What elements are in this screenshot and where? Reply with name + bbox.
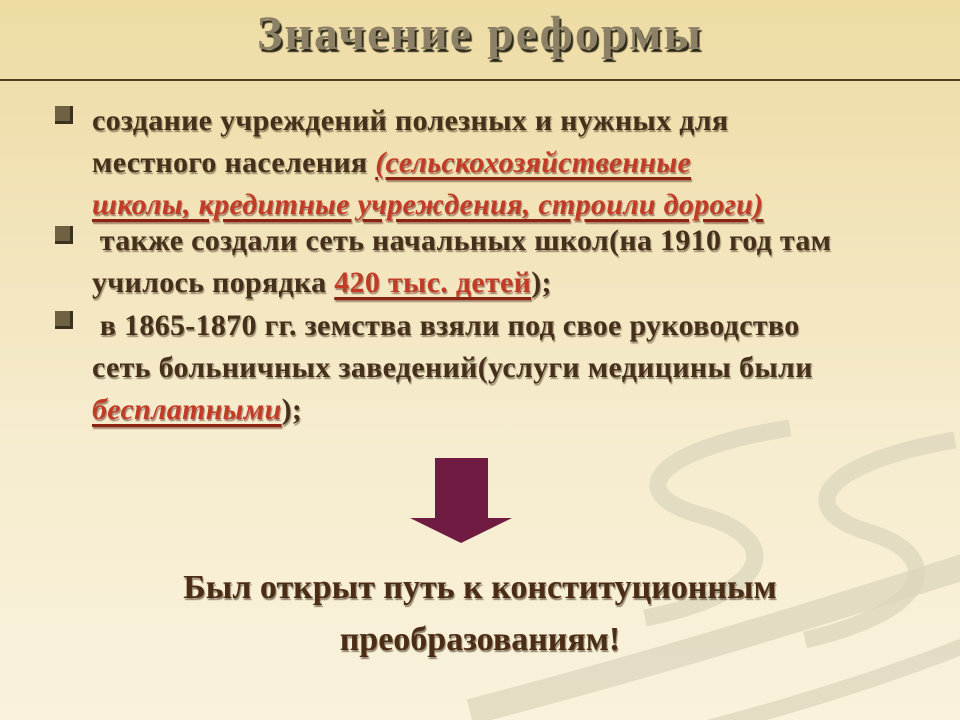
conclusion-line-2: преобразованиям!	[339, 621, 621, 658]
bullet-item-3	[55, 305, 915, 431]
conclusion-text	[0, 562, 960, 666]
text-line	[92, 347, 915, 389]
bullet-item-1	[55, 100, 915, 226]
square-bullet-icon	[55, 226, 73, 244]
text-segment: местного населения	[92, 146, 376, 179]
bullet-text	[92, 305, 915, 431]
conclusion-line-1: Был открыт путь к конституционным	[183, 569, 777, 606]
text-segment: );	[281, 393, 303, 426]
title-divider	[0, 79, 960, 81]
text-line	[92, 389, 915, 431]
text-line	[92, 142, 915, 184]
slide-title: Значение реформы	[257, 7, 703, 60]
text-segment: также создали сеть начальных школ(на 1910 год там	[92, 224, 832, 257]
text-segment-highlight: бесплатными	[92, 393, 282, 426]
text-segment: училось порядка	[92, 266, 335, 299]
down-arrow-shape	[410, 458, 512, 543]
text-line	[92, 305, 915, 347]
text-line	[92, 262, 915, 304]
bullet-text	[92, 100, 915, 226]
text-line	[92, 220, 915, 262]
square-bullet-icon	[55, 106, 73, 124]
text-segment: );	[531, 266, 552, 299]
text-segment-highlight: (сельскохозяйственные	[375, 146, 692, 179]
down-arrow-icon	[405, 458, 517, 544]
text-segment: создание учреждений полезных и нужных для	[92, 104, 729, 137]
bullet-item-2	[55, 220, 915, 304]
text-segment-highlight: школы, кредитные учреждения, строили дороги)	[92, 188, 764, 221]
text-segment-highlight: 420 тыс. детей	[334, 266, 532, 299]
text-line	[92, 100, 915, 142]
square-bullet-icon	[55, 311, 73, 329]
text-segment: в 1865-1870 гг. земства взяли под свое руководство	[92, 309, 800, 342]
text-segment: сеть больничных заведений(услуги медицины были	[92, 351, 813, 384]
bullet-text	[92, 220, 915, 304]
